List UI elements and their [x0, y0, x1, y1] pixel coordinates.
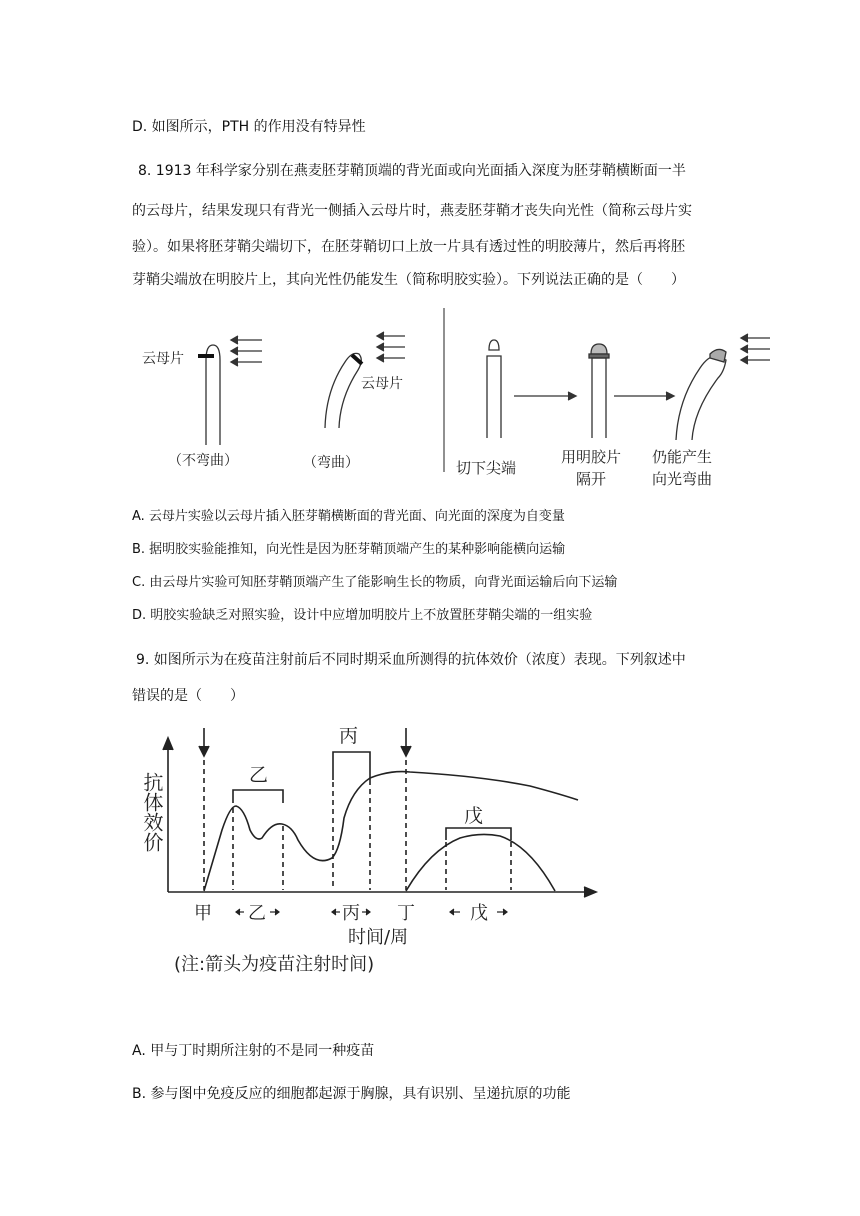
bracket-yi — [233, 790, 283, 803]
chart-ylabel: 抗体效价 — [140, 772, 164, 852]
label-ding: 丁 — [397, 903, 415, 924]
q9-option-b: B. 参与图中免疫反应的细胞都起源于胸腺，具有识别、呈递抗原的功能 — [132, 1086, 571, 1102]
q8-option-d: D. 明胶实验缺乏对照实验，设计中应增加明胶片上不放置胚芽鞘尖端的一组实验 — [132, 608, 593, 623]
label-wu-top: 戊 — [464, 805, 484, 827]
q8-option-b: B. 据明胶实验能推知，向光性是因为胚芽鞘顶端产生的某种影响能横向运输 — [132, 542, 566, 557]
x-axis-arrow — [584, 887, 596, 897]
label-wu-axis: 戊 — [470, 903, 488, 924]
q8-option-c: C. 由云母片实验可知胚芽鞘顶端产生了能影响生长的物质，向背光面运输后向下运输 — [132, 575, 618, 590]
caption-bend: （弯曲） — [303, 455, 359, 471]
antibody-curve-2 — [406, 834, 555, 891]
caption-gelatin-1: 用明胶片 — [561, 448, 622, 466]
caption-not-bend: （不弯曲） — [168, 453, 238, 469]
label-bing-top: 丙 — [339, 725, 359, 747]
chart-xlabel: 时间/周 — [348, 927, 409, 948]
q9-stem-line-1: 9. 如图所示为在疫苗注射前后不同时期采血所测得的抗体效价（浓度）表现。下列叙述中 — [136, 652, 686, 668]
label-bing-axis: 丙 — [342, 903, 360, 924]
injection-arrow-ding — [401, 728, 411, 756]
chart-note: (注:箭头为疫苗注射时间) — [174, 954, 375, 975]
q9-option-a: A. 甲与丁时期所注射的不是同一种疫苗 — [132, 1043, 375, 1059]
bracket-bing — [333, 752, 370, 780]
q8-stem-line-2: 的云母片，结果发现只有背光一侧插入云母片时，燕麦胚芽鞘才丧失向光性（简称云母片实 — [132, 203, 692, 219]
caption-gelatin-2: 隔开 — [576, 470, 607, 488]
q8-stem-line-1: 8. 1913 年科学家分别在燕麦胚芽鞘顶端的背光面或向光面插入深度为胚芽鞘横断面一半 — [138, 163, 686, 179]
injection-arrow-jia — [199, 728, 209, 756]
label-yi-top: 乙 — [249, 764, 269, 786]
label-yi-axis: 乙 — [248, 903, 266, 924]
q8-stem-line-3: 验）。如果将胚芽鞘尖端切下，在胚芽鞘切口上放一片具有透过性的明胶薄片，然后再将胚 — [132, 239, 685, 255]
caption-still-2: 向光弯曲 — [652, 470, 713, 488]
q9-stem-line-2: 错误的是（ ） — [132, 688, 244, 704]
q8-stem-line-4: 芽鞘尖端放在明胶片上，其向光性仍能发生（简称明胶实验）。下列说法正确的是（ ） — [132, 272, 685, 288]
y-axis-arrow — [163, 738, 173, 750]
caption-cut-tip: 切下尖端 — [456, 459, 517, 477]
label-jia: 甲 — [194, 903, 212, 924]
q7-option-d: D. 如图所示，PTH 的作用没有特异性 — [132, 119, 366, 135]
label-mica-2: 云母片 — [361, 376, 403, 392]
q8-option-a: A. 云母片实验以云母片插入胚芽鞘横断面的背光面、向光面的深度为自变量 — [132, 509, 565, 524]
caption-still-1: 仍能产生 — [652, 448, 713, 466]
label-mica-1: 云母片 — [142, 351, 184, 367]
